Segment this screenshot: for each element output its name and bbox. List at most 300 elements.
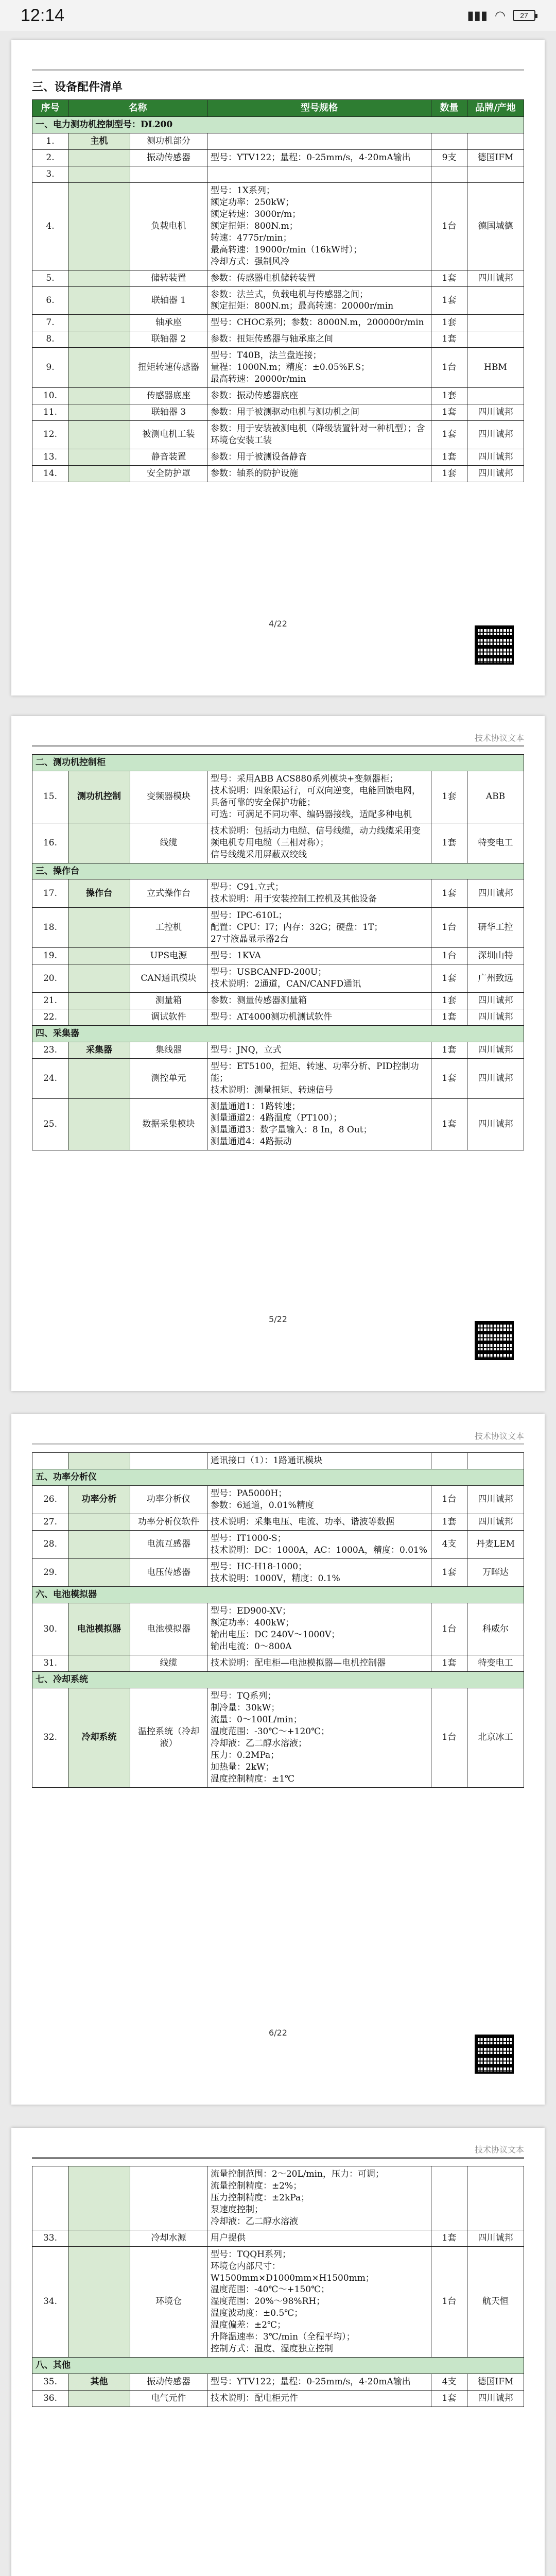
item-name: 电流互感器 [130,1530,207,1558]
item-name: 调试软件 [130,1009,207,1025]
item-name: 电压传感器 [130,1558,207,1587]
item-name [130,2166,207,2230]
item-name: 测功机部分 [130,133,207,150]
row-number: 29. [32,1558,68,1587]
item-spec: 参数：扭矩传感器与轴承座之间 [207,331,431,348]
item-name: 测量箱 [130,992,207,1009]
module-cell [68,1098,130,1150]
module-cell [68,331,130,348]
item-name [130,1453,207,1469]
category-row: 一、电力测功机控制型号：DL200 [32,117,524,133]
item-name: 电池模拟器 [130,1603,207,1655]
item-name: 线缆 [130,823,207,863]
module-cell: 冷却系统 [68,1688,130,1788]
row-number: 17. [32,879,68,908]
item-brand: 四川诚邦 [467,465,524,482]
category-row: 三、操作台 [32,863,524,879]
table-row [32,2246,524,2357]
module-cell [68,348,130,388]
item-brand: ABB [467,771,524,823]
item-spec: 型号：1X系列； 额定功率：250kW； 额定转速：3000r/m； 额定扭矩：800N.m； 转速：4775r/min； 最高转速：19000r/min（16kW时）； 冷却方式：强制风冷 [207,183,431,270]
item-qty: 1台 [431,1688,467,1788]
row-number: 14. [32,465,68,482]
table-row [32,420,524,449]
module-cell [68,2230,130,2246]
wifi-icon: ◠ [495,8,506,23]
item-spec: 型号：TQQH系列； 环境仓内部尺寸： W1500mm×D1000mm×H1500mm； 温度范围：-40℃～+150℃； 湿度范围：20%～98%RH； 温度波动度：±0.5℃； 温度偏差：±2℃； 升降温速率：3℃/min（全程平均）； 控制方式：温度、湿度独立控制 [207,2246,431,2357]
item-name: 传感器底座 [130,388,207,404]
item-qty: 1套 [431,404,467,421]
item-qty: 1套 [431,1558,467,1587]
module-cell [68,964,130,993]
column-header: 数量 [431,100,467,117]
item-spec [207,133,431,150]
item-spec: 技术说明：配电柜—电池模拟器—电机控制器 [207,1655,431,1672]
module-cell [68,1514,130,1530]
item-spec: 型号：YTV122；量程：0-25mm/s，4-20mA输出 [207,150,431,166]
document-page [11,2128,545,2576]
table-row [32,992,524,1009]
item-spec: 参数：用于被测驱动电机与测功机之间 [207,404,431,421]
item-qty: 4支 [431,1530,467,1558]
item-name: 功率分析仪 [130,1485,207,1514]
document-page [11,40,545,696]
table-row [32,1587,524,1603]
table-row [32,2390,524,2406]
item-brand [467,133,524,150]
item-qty: 1套 [431,823,467,863]
module-cell: 采集器 [68,1042,130,1058]
signal-icon: ▮▮▮ [467,8,488,23]
module-cell [68,908,130,948]
row-number: 2. [32,150,68,166]
item-spec: 型号：TQ系列； 制冷量：30kW； 流量：0～100L/min； 温度范围：-30℃～+120℃； 冷却液：乙二醇水溶液； 压力：0.2MPa； 加热量：2kW； 温度控制精度：±1℃ [207,1688,431,1788]
equipment-table [32,1452,524,1788]
module-cell [68,1453,130,1469]
item-spec: 型号：T40B，法兰盘连接； 量程：1000N.m；精度：±0.05%F.S； 最高转速：20000r/min [207,348,431,388]
module-cell: 测功机控制 [68,771,130,823]
category-row: 二、测功机控制柜 [32,755,524,771]
table-row [32,166,524,183]
item-brand: 德国城德 [467,183,524,270]
item-qty: 1套 [431,270,467,286]
column-header: 型号规格 [207,100,431,117]
table-row [32,964,524,993]
page-header: 技术协议文本 [32,732,524,747]
row-number: 13. [32,449,68,465]
item-brand [467,2166,524,2230]
table-row [32,388,524,404]
item-spec: 通讯接口（1）：1路通讯模块 [207,1453,431,1469]
table-row [32,2358,524,2374]
table-row [32,948,524,964]
equipment-table [32,2166,524,2407]
table-row [32,404,524,421]
row-number: 21. [32,992,68,1009]
module-cell [68,1009,130,1025]
table-row [32,1025,524,1042]
module-cell [68,449,130,465]
table-row [32,1558,524,1587]
module-cell: 功率分析 [68,1485,130,1514]
module-cell [68,1530,130,1558]
item-qty: 1套 [431,964,467,993]
qr-code-icon [475,1321,514,1360]
table-row [32,286,524,315]
item-spec: 参数：振动传感器底座 [207,388,431,404]
item-brand: 北京冰工 [467,1688,524,1788]
item-spec: 型号：HC-H18-1000； 技术说明：1000V，精度：0.1% [207,1558,431,1587]
row-number: 26. [32,1485,68,1514]
item-name: 环境仓 [130,2246,207,2357]
module-cell: 电池模拟器 [68,1603,130,1655]
item-brand: 四川诚邦 [467,992,524,1009]
item-qty [431,1453,467,1469]
item-brand: 四川诚邦 [467,879,524,908]
table-row [32,863,524,879]
item-name: 负载电机 [130,183,207,270]
item-qty: 1套 [431,771,467,823]
item-brand: 四川诚邦 [467,449,524,465]
module-cell [68,823,130,863]
item-name: 静音装置 [130,449,207,465]
item-spec: 型号：IT1000-S； 技术说明：DC：1000A，AC：1000A，精度：0.01% [207,1530,431,1558]
section-title: 三、设备配件清单 [32,80,123,94]
row-number: 25. [32,1098,68,1150]
module-cell [68,404,130,421]
item-spec: 型号：C91.立式； 技术说明：用于安装控制工控机及其他设备 [207,879,431,908]
module-cell [68,183,130,270]
table-row [32,348,524,388]
item-spec: 型号：ET5100，扭矩、转速、功率分析、PID控制功能； 技术说明：测量扭矩、转速信号 [207,1058,431,1098]
module-cell [68,2166,130,2230]
row-number: 15. [32,771,68,823]
item-brand: 四川诚邦 [467,1098,524,1150]
item-qty: 1台 [431,2246,467,2357]
table-row [32,908,524,948]
item-qty: 1台 [431,1485,467,1514]
item-brand: 四川诚邦 [467,2390,524,2406]
item-spec: 型号：采用ABB ACS880系列模块+变频器柜； 技术说明：四象限运行，可双向逆变，电能回馈电网，具备可靠的安全保护功能； 可选：可满足不同功率、编码器接线，适配多种电机 [207,771,431,823]
table-row [32,823,524,863]
item-brand [467,286,524,315]
item-spec: 型号：IPC-610L； 配置：CPU：I7；内存：32G；硬盘：1T； 27寸液晶显示器2台 [207,908,431,948]
module-cell [68,270,130,286]
item-spec: 参数：法兰式，负载电机与传感器之间； 额定扭矩：800N.m；最高转速：20000r/min [207,286,431,315]
row-number: 24. [32,1058,68,1098]
table-row [32,449,524,465]
item-name: 数据采集模块 [130,1098,207,1150]
module-cell [68,166,130,183]
item-name: 测控单元 [130,1058,207,1098]
module-cell: 操作台 [68,879,130,908]
equipment-table [32,99,524,482]
column-header: 名称 [68,100,207,117]
item-qty: 1台 [431,183,467,270]
table-row [32,2230,524,2246]
item-qty: 1套 [431,315,467,331]
item-qty: 1套 [431,1009,467,1025]
table-row [32,117,524,133]
page-header [32,56,524,71]
item-brand [467,166,524,183]
item-name: UPS电源 [130,948,207,964]
item-spec: 型号：USBCANFD-200U； 技术说明：2通道，CAN/CANFD通讯 [207,964,431,993]
item-spec: 参数：用于安装被测电机（降级装置针对一种机型）；含环境仓安装工装 [207,420,431,449]
item-spec [207,166,431,183]
table-row [32,183,524,270]
table-row [32,1485,524,1514]
table-row [32,1655,524,1672]
item-name: 扭矩转速传感器 [130,348,207,388]
item-name: 集线器 [130,1042,207,1058]
table-row [32,1688,524,1788]
row-number: 28. [32,1530,68,1558]
module-cell [68,286,130,315]
row-number: 20. [32,964,68,993]
item-spec: 型号：AT4000测功机测试软件 [207,1009,431,1025]
item-brand: 四川诚邦 [467,420,524,449]
table-row [32,1469,524,1485]
row-number: 8. [32,331,68,348]
item-spec: 参数：测量传感器测量箱 [207,992,431,1009]
page-header: 技术协议文本 [32,2143,524,2159]
item-name: 电气元件 [130,2390,207,2406]
row-number: 30. [32,1603,68,1655]
item-name: 联轴器 3 [130,404,207,421]
module-cell [68,1558,130,1587]
item-qty: 1套 [431,286,467,315]
row-number: 23. [32,1042,68,1058]
row-number [32,2166,68,2230]
module-cell: 主机 [68,133,130,150]
item-qty [431,2166,467,2230]
item-qty: 1套 [431,1655,467,1672]
category-row: 八、其他 [32,2358,524,2374]
table-row [32,1042,524,1058]
row-number: 5. [32,270,68,286]
document-page [11,1414,545,2105]
module-cell [68,992,130,1009]
item-qty: 1台 [431,1603,467,1655]
item-brand: 四川诚邦 [467,1042,524,1058]
module-cell [68,2390,130,2406]
item-spec: 流量控制范围：2～20L/min，压力：可调； 流量控制精度：±2%； 压力控制精度：±2kPa； 泵速度控制； 冷却液：乙二醇水溶液 [207,2166,431,2230]
item-qty: 1套 [431,2390,467,2406]
item-name: 功率分析仪软件 [130,1514,207,1530]
table-row [32,1672,524,1688]
item-name [130,166,207,183]
item-qty: 1套 [431,388,467,404]
item-name: 温控系统（冷却液） [130,1688,207,1788]
item-qty: 1套 [431,992,467,1009]
item-spec: 技术说明：采集电压、电流、功率、谐波等数据 [207,1514,431,1530]
item-brand: 四川诚邦 [467,404,524,421]
item-spec: 技术说明：配电柜元件 [207,2390,431,2406]
qr-code-icon [475,625,514,665]
item-brand: 特变电工 [467,1655,524,1672]
table-row [32,1098,524,1150]
item-qty: 1套 [431,2230,467,2246]
status-time: 12:14 [21,5,65,25]
item-brand: 特变电工 [467,823,524,863]
item-qty [431,133,467,150]
item-qty: 1套 [431,879,467,908]
table-row [32,2374,524,2391]
item-spec: 技术说明：包括动力电缆、信号线缆，动力线缆采用变频电机专用电缆（三相对称）； 信号线缆采用屏蔽双绞线 [207,823,431,863]
table-row [32,1453,524,1469]
row-number: 3. [32,166,68,183]
item-spec: 型号：PA5000H； 参数：6通道，0.01%精度 [207,1485,431,1514]
row-number: 36. [32,2390,68,2406]
table-row [32,771,524,823]
page-number: 6/22 [269,2028,287,2038]
item-qty: 1套 [431,420,467,449]
item-qty: 4支 [431,2374,467,2391]
item-brand: 四川诚邦 [467,1009,524,1025]
item-brand: 四川诚邦 [467,270,524,286]
table-row [32,2166,524,2230]
item-spec: 型号：1KVA [207,948,431,964]
table-row [32,1603,524,1655]
item-name: 储转装置 [130,270,207,286]
item-name: 轴承座 [130,315,207,331]
table-row [32,879,524,908]
item-brand: 研华工控 [467,908,524,948]
module-cell: 其他 [68,2374,130,2391]
status-bar [0,0,556,31]
item-brand: HBM [467,348,524,388]
item-qty: 1台 [431,908,467,948]
item-brand: 丹麦LEM [467,1530,524,1558]
item-brand: 万晖达 [467,1558,524,1587]
module-cell [68,150,130,166]
row-number: 31. [32,1655,68,1672]
item-qty: 9支 [431,150,467,166]
item-brand [467,1453,524,1469]
item-name: CAN通讯模块 [130,964,207,993]
item-spec: 型号：YTV122；量程：0-25mm/s，4-20mA输出 [207,2374,431,2391]
category-row: 七、冷却系统 [32,1672,524,1688]
table-row [32,315,524,331]
item-brand [467,331,524,348]
module-cell [68,465,130,482]
item-brand: 四川诚邦 [467,1058,524,1098]
item-brand: 深圳山特 [467,948,524,964]
item-spec: 测量通道1：1路转速； 测量通道2：4路温度（PT100）； 测量通道3：数字量输入：8 In，8 Out； 测量通道4：4路振动 [207,1098,431,1150]
row-number: 9. [32,348,68,388]
column-header: 序号 [32,100,68,117]
item-brand: 四川诚邦 [467,1514,524,1530]
qr-code-icon [475,2035,514,2074]
item-name: 振动传感器 [130,150,207,166]
item-qty: 1套 [431,465,467,482]
category-row: 四、采集器 [32,1025,524,1042]
row-number: 12. [32,420,68,449]
item-name: 变频器模块 [130,771,207,823]
item-qty: 1台 [431,948,467,964]
table-row [32,270,524,286]
document-page [11,716,545,1391]
item-brand: 德国IFM [467,2374,524,2391]
item-spec: 型号：JNQ，立式 [207,1042,431,1058]
page-number: 4/22 [269,619,287,629]
item-name: 联轴器 2 [130,331,207,348]
item-brand: 广州致远 [467,964,524,993]
item-brand: 四川诚邦 [467,1485,524,1514]
item-spec: 参数：传感器电机储转装置 [207,270,431,286]
item-spec: 型号：ED900-XV； 额定功率：400kW； 输出电压：DC 240V～1000V； 输出电流：0～800A [207,1603,431,1655]
item-qty: 1套 [431,449,467,465]
item-spec: 型号：CHOC系列；参数：8000N.m，200000r/min [207,315,431,331]
item-brand: 四川诚邦 [467,2230,524,2246]
table-row [32,1009,524,1025]
row-number: 6. [32,286,68,315]
row-number: 11. [32,404,68,421]
table-row [32,1514,524,1530]
battery-icon: 27 [513,10,535,21]
column-header: 品牌/产地 [467,100,524,117]
item-qty: 1套 [431,1058,467,1098]
row-number: 7. [32,315,68,331]
table-row [32,133,524,150]
table-row [32,755,524,771]
row-number: 4. [32,183,68,270]
item-brand: 德国IFM [467,150,524,166]
module-cell [68,2246,130,2357]
item-qty: 1套 [431,331,467,348]
item-brand: 科威尔 [467,1603,524,1655]
module-cell [68,948,130,964]
row-number: 27. [32,1514,68,1530]
item-name: 振动传感器 [130,2374,207,2391]
item-brand: 航天恒 [467,2246,524,2357]
item-qty: 1套 [431,1514,467,1530]
table-row [32,465,524,482]
item-spec: 参数：用于被测设备静音 [207,449,431,465]
item-name: 工控机 [130,908,207,948]
table-row [32,1530,524,1558]
row-number: 1. [32,133,68,150]
item-name: 冷却水源 [130,2230,207,2246]
row-number: 18. [32,908,68,948]
page-header: 技术协议文本 [32,1430,524,1445]
category-row: 五、功率分析仪 [32,1469,524,1485]
module-cell [68,388,130,404]
item-brand [467,315,524,331]
row-number: 34. [32,2246,68,2357]
category-row: 六、电池模拟器 [32,1587,524,1603]
row-number: 22. [32,1009,68,1025]
module-cell [68,420,130,449]
page-number: 5/22 [269,1314,287,1324]
item-qty: 1套 [431,1042,467,1058]
row-number: 19. [32,948,68,964]
row-number: 10. [32,388,68,404]
row-number [32,1453,68,1469]
row-number: 16. [32,823,68,863]
module-cell [68,1655,130,1672]
item-qty: 1台 [431,348,467,388]
table-row [32,331,524,348]
module-cell [68,1058,130,1098]
item-brand [467,388,524,404]
item-name: 联轴器 1 [130,286,207,315]
row-number: 32. [32,1688,68,1788]
item-name: 线缆 [130,1655,207,1672]
row-number: 35. [32,2374,68,2391]
item-spec: 用户提供 [207,2230,431,2246]
